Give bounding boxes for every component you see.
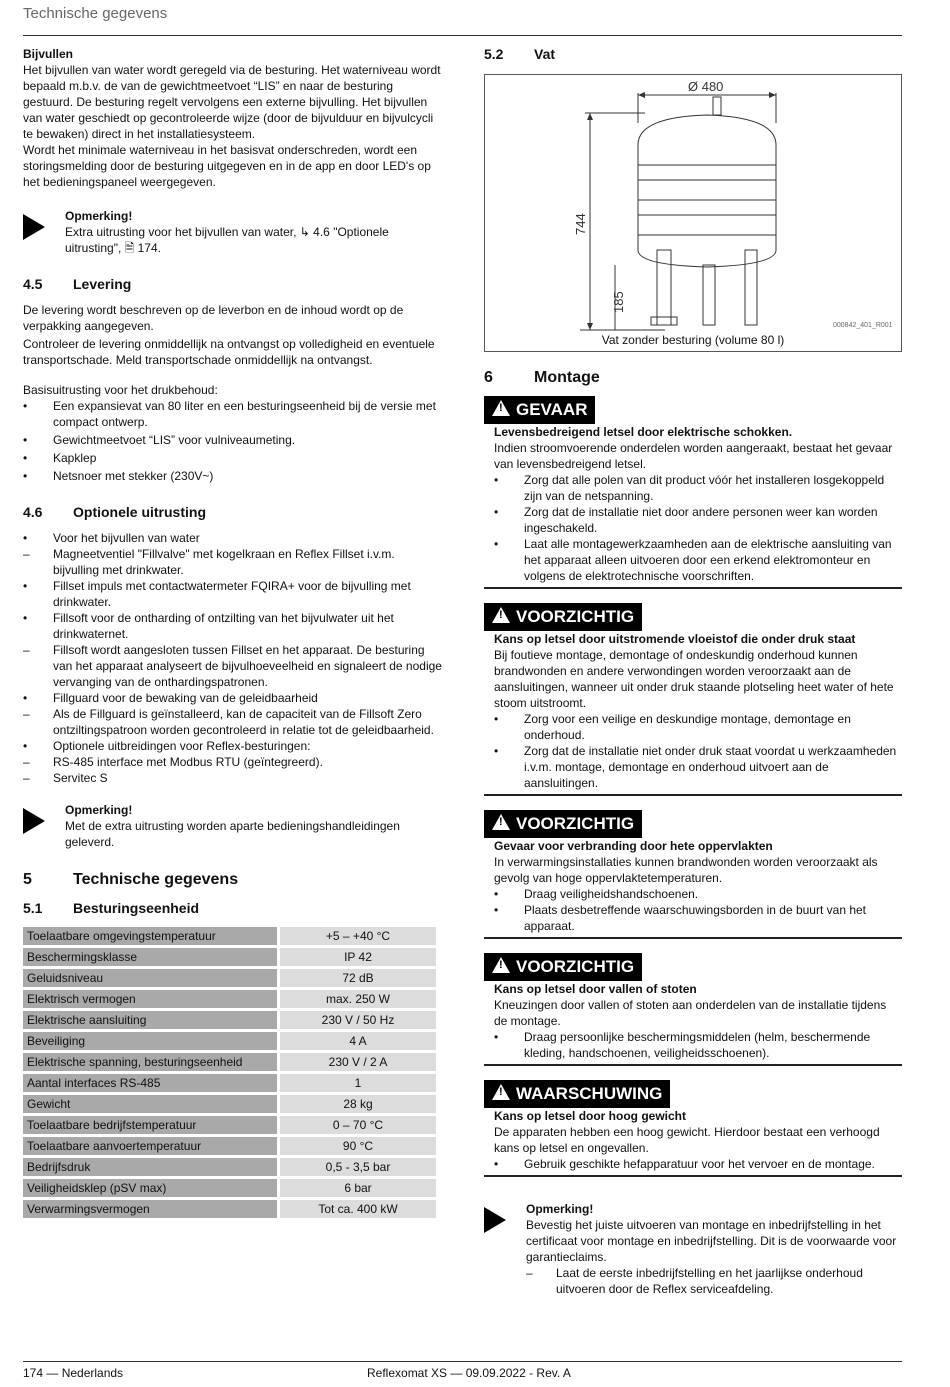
warning-label [484, 396, 595, 424]
warning-box-voorzichtig [484, 953, 902, 1066]
list-item: • Plaats desbetreffende waarschuwingsborden in de buurt van het apparaat. [494, 902, 902, 934]
section-heading-6 [484, 370, 902, 386]
list-item: • Een expansievat van 80 liter en een besturingseenheid bij de versie met compact ontwerp. [23, 398, 443, 430]
levering-list [23, 398, 443, 484]
table-row [23, 1074, 436, 1092]
list-item [23, 690, 443, 738]
warning-label-text: VOORZICHTIG [516, 957, 635, 976]
spec-value: Tot ca. 400 kW [280, 1200, 436, 1218]
dim-height-label: 744 [573, 213, 588, 235]
footer-page-language: 174 — Nederlands [23, 1366, 124, 1380]
figure-code: 000842_401_R001 [833, 322, 893, 329]
spec-value: 0,5 - 3,5 bar [280, 1158, 436, 1176]
spec-value: 72 dB [280, 969, 436, 987]
spec-key: Toelaatbare omgevingstemperatuur [23, 927, 277, 945]
list-item: • Zorg dat de installatie niet door andere personen weer kan worden ingeschakeld. [494, 504, 902, 536]
spec-key: Toelaatbare aanvoertemperatuur [23, 1137, 277, 1155]
table-row [23, 1200, 436, 1218]
dim-foot-label: 185 [611, 291, 626, 313]
section-heading-4-5 [23, 276, 443, 292]
running-header: Technische gegevens [23, 5, 168, 22]
spec-key: Bedrijfsdruk [23, 1158, 277, 1176]
table-row [23, 927, 436, 945]
warning-title: Kans op letsel door uitstromende vloeistof die onder druk staat [494, 632, 856, 646]
spec-value: max. 250 W [280, 990, 436, 1008]
figure-caption: Vat zonder besturing (volume 80 l) [601, 333, 785, 347]
note-arrow-icon [23, 208, 65, 256]
footer-document-info: Reflexomat XS — 09.09.2022 - Rev. A [367, 1366, 571, 1380]
list-item [23, 610, 443, 690]
section-heading-5-1 [23, 900, 443, 916]
list-item [23, 530, 443, 578]
sub-list-item: – Als de Fillguard is geïnstalleerd, kan de capaciteit van de Fillsoft Zero ontziltingspatroon worden gecontroleerd in relatie tot de geleidbaarheid. [23, 706, 443, 738]
section-number: 5.1 [23, 900, 43, 916]
left-column [23, 46, 443, 1221]
list-item: • Gebruik geschikte hefapparatuur voor het vervoer en de montage. [494, 1156, 902, 1172]
warning-text: De apparaten hebben een hoog gewicht. Hierdoor bestaat een verhoogd kans op letsel en ongevallen. [494, 1125, 880, 1155]
sub-list-item: – Laat de eerste inbedrijfstelling en het jaarlijkse onderhoud uitvoeren door de Reflex serviceafdeling. [526, 1265, 902, 1297]
warning-label-text: GEVAAR [516, 400, 588, 419]
spec-key: Beschermingsklasse [23, 948, 277, 966]
warning-text: Indien stroomvoerende onderdelen worden aangeraakt, bestaat het gevaar van levensbedreigend letsel. [494, 441, 893, 471]
bijvullen-paragraph-2: Wordt het minimale waterniveau in het basisvat onderschreden, wordt een storingsmelding door de besturing uitgegeven en in de app en door LED's op het bedieningspaneel weergegeven. [23, 143, 431, 189]
section-heading-5 [23, 872, 443, 888]
section-heading-5-2 [484, 46, 902, 62]
section-number: 4.5 [23, 276, 43, 292]
spec-key: Geluidsniveau [23, 969, 277, 987]
spec-value: 230 V / 50 Hz [280, 1011, 436, 1029]
spec-key: Beveiliging [23, 1032, 277, 1050]
list-item: • Zorg dat de installatie niet onder druk staat voordat u werkzaamheden i.v.m. montage, demontage en onderhoud uitvoert aan de aansluitingen. [494, 743, 902, 791]
bijvullen-heading: Bijvullen [23, 47, 74, 61]
note-text: Met de extra uitrusting worden aparte bedieningshandleidingen geleverd. [65, 819, 400, 849]
table-row [23, 1179, 436, 1197]
list-item: • Draag veiligheidshandschoenen. [494, 886, 902, 902]
table-row [23, 1053, 436, 1071]
optionele-list [23, 530, 443, 786]
spec-value: 230 V / 2 A [280, 1053, 436, 1071]
spec-key: Elektrisch vermogen [23, 990, 277, 1008]
warning-box-gevaar [484, 396, 902, 589]
levering-paragraph-3: Basisuitrusting voor het drukbehoud: [23, 383, 218, 397]
warning-title: Levensbedreigend letsel door elektrische schokken. [494, 425, 793, 439]
section-title: Technische gegevens [73, 871, 239, 888]
spec-value: IP 42 [280, 948, 436, 966]
warning-label [484, 1080, 670, 1108]
spec-table [20, 924, 439, 1221]
warning-triangle-icon: ! [492, 957, 510, 973]
list-item: • Netsnoer met stekker (230V~) [23, 468, 443, 484]
table-row [23, 1158, 436, 1176]
note-title: Opmerking! [65, 803, 133, 817]
note-box [23, 208, 443, 256]
warning-box-waarschuwing [484, 1080, 902, 1177]
warning-triangle-icon: ! [492, 400, 510, 416]
warning-triangle-icon: ! [492, 607, 510, 623]
warning-triangle-icon: ! [492, 1084, 510, 1100]
dim-width-label: Ø 480 [688, 79, 724, 94]
section-heading-4-6 [23, 504, 443, 520]
list-item-text: Fillsoft voor de ontharding of ontzilting van het bijvulwater uit het drinkwaternet. [53, 611, 394, 641]
note-arrow-icon [23, 802, 65, 850]
spec-value: 1 [280, 1074, 436, 1092]
warning-label [484, 603, 642, 631]
vessel-drawing [485, 75, 901, 351]
note-title: Opmerking! [65, 209, 133, 223]
sub-list-item: – RS-485 interface met Modbus RTU (geïntegreerd). [23, 754, 443, 770]
section-number: 5 [23, 871, 32, 888]
spec-value: 0 – 70 °C [280, 1116, 436, 1134]
note-arrow-icon [484, 1201, 526, 1297]
warning-text: Bij foutieve montage, demontage of ondeskundig onderhoud kunnen brandwonden en andere verwondingen worden veroorzaakt aan de aansluitingen, wanneer uit onder druk staande plotseling heet water of hete stoom uitstroomt. [494, 648, 894, 710]
spec-key: Verwarmingsvermogen [23, 1200, 277, 1218]
warning-text: Kneuzingen door vallen of stoten aan onderdelen van de installatie tijdens de montage. [494, 998, 887, 1028]
table-row [23, 1116, 436, 1134]
list-item: • Zorg dat alle polen van dit product vóór het installeren losgekoppeld zijn van de netspanning. [494, 472, 902, 504]
table-row [23, 1011, 436, 1029]
list-item: • Kapklep [23, 450, 443, 466]
list-item-text: Optionele uitbreidingen voor Reflex-besturingen: [53, 739, 311, 753]
spec-key: Elektrische spanning, besturingseenheid [23, 1053, 277, 1071]
list-item-text: Fillguard voor de bewaking van de geleidbaarheid [53, 691, 318, 705]
section-number: 4.6 [23, 504, 43, 520]
warning-label-text: VOORZICHTIG [516, 814, 635, 833]
spec-value: 4 A [280, 1032, 436, 1050]
spec-value: 28 kg [280, 1095, 436, 1113]
warning-text: In verwarmingsinstallaties kunnen brandwonden worden veroorzaakt als gevolg van hoge oppervlaktetemperaturen. [494, 855, 878, 885]
table-row [23, 1137, 436, 1155]
note-text: Bevestig het juiste uitvoeren van montage en inbedrijfstelling in het certificaat voor montage en inbedrijfstelling. Dit is de voorwaarde voor garantieclaims. [526, 1218, 897, 1264]
section-title: Vat [534, 46, 556, 62]
section-title: Montage [534, 369, 600, 386]
warning-box-voorzichtig [484, 810, 902, 939]
warning-title: Kans op letsel door hoog gewicht [494, 1109, 687, 1123]
note-text: Extra uitrusting voor het bijvullen van water, ↳ 4.6 "Optionele uitrusting", 🗎 174. [65, 225, 389, 255]
sub-list-item: – Magneetventiel "Fillvalve" met kogelkraan en Reflex Fillset i.v.m. bijvulling met drinkwater. [23, 546, 443, 578]
levering-paragraph-1: De levering wordt beschreven op de leverbon en de inhoud wordt op de verpakking aangegeven. [23, 303, 404, 333]
warning-title: Gevaar voor verbranding door hete oppervlakten [494, 839, 773, 853]
warning-label-text: VOORZICHTIG [516, 607, 635, 626]
table-row [23, 1032, 436, 1050]
spec-value: 6 bar [280, 1179, 436, 1197]
spec-value: +5 – +40 °C [280, 927, 436, 945]
list-item: • Zorg voor een veilige en deskundige montage, demontage en onderhoud. [494, 711, 902, 743]
section-number: 6 [484, 369, 493, 386]
spec-key: Elektrische aansluiting [23, 1011, 277, 1029]
levering-paragraph-2: Controleer de levering onmiddellijk na ontvangst op volledigheid en eventuele transportschade. Meld transportschade onmiddellijk na ontvangst. [23, 337, 435, 367]
warning-label [484, 810, 642, 838]
note-title: Opmerking! [526, 1202, 594, 1216]
spec-value: 90 °C [280, 1137, 436, 1155]
sub-list-item: – Servitec S [23, 770, 443, 786]
list-item: • Draag persoonlijke beschermingsmiddelen (helm, beschermende kleding, handschoenen, veiligheidsschoenen). [494, 1029, 902, 1061]
warning-triangle-icon: ! [492, 814, 510, 830]
vessel-figure [484, 74, 902, 352]
spec-key: Toelaatbare bedrijfstemperatuur [23, 1116, 277, 1134]
list-item-text: Voor het bijvullen van water [53, 531, 200, 545]
warning-title: Kans op letsel door vallen of stoten [494, 982, 697, 996]
table-row [23, 990, 436, 1008]
section-title: Optionele uitrusting [73, 504, 206, 520]
sub-list-item: – Fillsoft wordt aangesloten tussen Fillset en het apparaat. De besturing van het apparaat analyseert de bijvulhoeveelheid en signaleert de nodige vervanging van de onthardingspatronen. [23, 642, 443, 690]
spec-key: Aantal interfaces RS-485 [23, 1074, 277, 1092]
bijvullen-paragraph-1: Het bijvullen van water wordt geregeld via de besturing. Het waterniveau wordt bepaald m.b.v. de van de gewichtmeetvoet “LIS” en naar de besturing gestuurd. De besturing regelt vervolgens een externe bijvulling. Het bijvullen van water geschiedt op gecontroleerde wijze (door de bijvulduur en bijvulcycli te bewaken) direct in het installatiesysteem. [23, 63, 441, 141]
note-box [484, 1201, 902, 1297]
list-item [23, 738, 443, 786]
note-box [23, 802, 443, 850]
section-number: 5.2 [484, 46, 504, 62]
list-item: • Gewichtmeetvoet “LIS” voor vulniveaumeting. [23, 432, 443, 448]
section-title: Besturingseenheid [73, 900, 200, 916]
footer-rule [23, 1361, 902, 1362]
list-item: • Laat alle montagewerkzaamheden aan de elektrische aansluiting van het apparaat alleen uitvoeren door een erkend elektromonteur en volgens de elektrotechnische voorschriften. [494, 536, 902, 584]
section-title: Levering [73, 276, 132, 292]
warning-label-text: WAARSCHUWING [516, 1084, 663, 1103]
warning-box-voorzichtig [484, 603, 902, 796]
table-row [23, 969, 436, 987]
table-row [23, 948, 436, 966]
spec-key: Veiligheidsklep (pSV max) [23, 1179, 277, 1197]
right-column [484, 46, 902, 1297]
spec-key: Gewicht [23, 1095, 277, 1113]
table-row [23, 1095, 436, 1113]
list-item: • Fillset impuls met contactwatermeter FQIRA+ voor de bijvulling met drinkwater. [23, 578, 443, 610]
header-rule [23, 35, 902, 36]
warning-label [484, 953, 642, 981]
